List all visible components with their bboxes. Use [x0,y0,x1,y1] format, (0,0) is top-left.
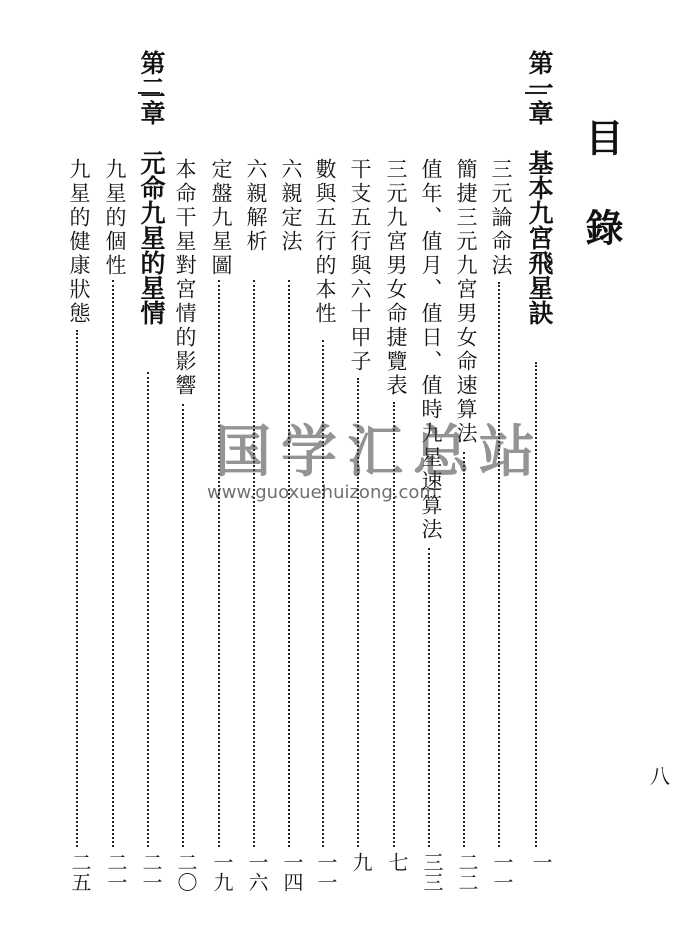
toc-entry-page: 一六 [245,852,269,892]
toc-entry-label: 九星的個性 [103,158,127,278]
toc-entry-page: 二二 [455,852,479,892]
dot-leader [147,372,149,847]
toc-entry-label: 定盤九星圖 [209,158,233,278]
toc-entry-page: 二一 [104,852,128,892]
toc-entry-page: 七 [385,852,409,872]
toc-entry-page: 一四 [280,852,304,892]
folio-page-number: 八 [650,764,670,788]
chapter-heading: 第一章 基本九宮飛星訣 [525,50,554,325]
toc-entry-page: 二〇 [174,852,198,892]
toc-entry-page: 一九 [210,852,234,892]
toc-entry-page: 二五 [68,852,92,892]
toc-entry-page: 一一 [490,852,514,892]
toc-entry-page: 九 [349,852,373,872]
chapter-heading: 第二章 元命九星的星情 [137,50,166,325]
toc-entry-label: 簡捷三元九宮男女命速算法 [454,158,478,446]
toc-entry-label: 值年、值月、值日、值時九星速算法 [419,158,443,542]
toc-entry-page: 三三 [420,852,444,892]
toc-entry-label: 數與五行的本性 [313,158,337,326]
page-number: 一 [529,852,553,872]
dot-leader [428,548,430,847]
toc-entry-label: 干支五行與六十甲子 [348,158,372,374]
toc-entry-label: 六親解析 [244,158,268,254]
toc-entry-label: 三元論命法 [489,158,513,278]
toc-entry-label: 六親定法 [279,158,303,254]
watermark-text: 国学汇总站 [215,420,545,485]
watermark-url: www.guoxuehuizong.com [207,482,437,503]
toc-entry-label: 本命干星對宮情的影響 [173,158,197,398]
toc-entry-label: 三元九宮男女命捷覽表 [384,158,408,398]
dot-leader [218,280,220,847]
dot-leader [288,280,290,847]
dot-leader [253,280,255,847]
page-number: 二一 [139,852,163,892]
dot-leader [182,404,184,847]
dot-leader [76,330,78,847]
dot-leader [112,280,114,847]
dot-leader [463,452,465,847]
page-title: 目錄 [579,118,624,298]
toc-entry-page: 一一 [314,852,338,892]
toc-entry-label: 九星的健康狀態 [67,158,91,326]
dot-leader [498,282,500,847]
